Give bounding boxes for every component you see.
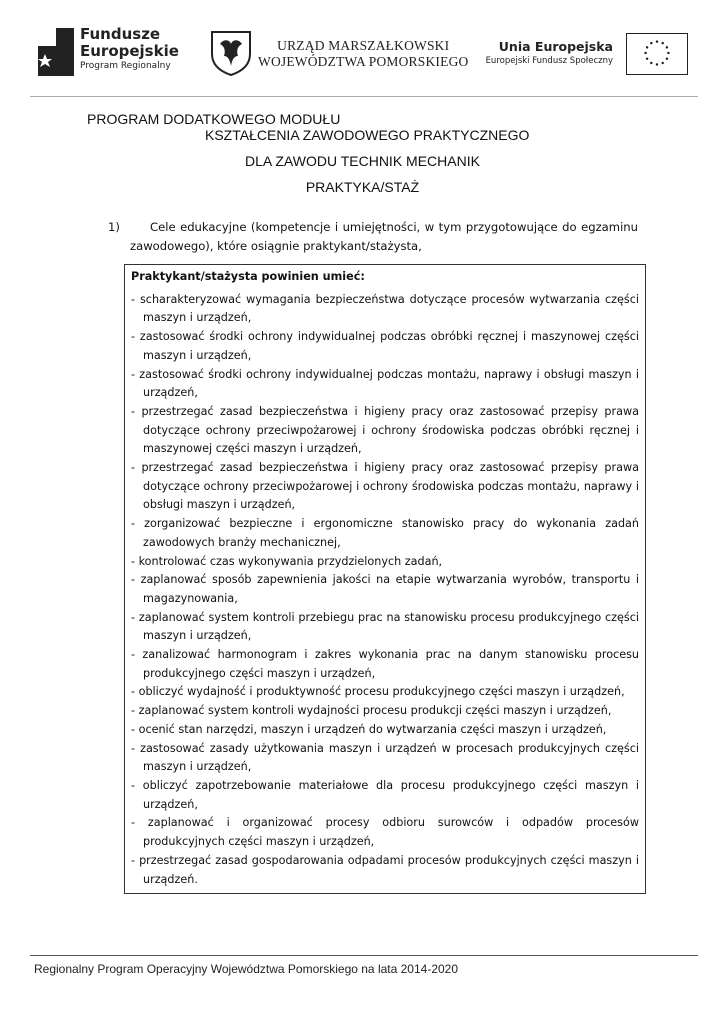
skills-box-title: Praktykant/stażysta powinien umieć: xyxy=(131,270,365,283)
title-line1: PROGRAM DODATKOWEGO MODUŁU xyxy=(87,111,341,127)
list-item: - przestrzegać zasad bezpieczeństwa i higieny pracy oraz zastosować przepisy prawa dotyczące ochrony przeciwpożarowej i ochrony środowiska podczas obróbki ręcznej i maszynowej części maszyn i urządzeń, xyxy=(131,404,639,456)
list-item: - zaplanować i organizować procesy odbioru surowców i odpadów procesów produkcyjnych części maszyn i urządzeń, xyxy=(131,816,639,849)
footer-divider xyxy=(30,955,698,956)
list-item: - przestrzegać zasad gospodarowania odpadami procesów produkcyjnych części maszyn i urządzeń. xyxy=(131,853,639,886)
list-item: - obliczyć zapotrzebowanie materiałowe dla procesu produkcyjnego części maszyn i urządzeń, xyxy=(131,778,639,811)
title-line3: DLA ZAWODU TECHNIK MECHANIK xyxy=(245,153,480,169)
section-1-text: Cele edukacyjne (kompetencje i umiejętności, w tym przygotowujące do egzaminu zawodowego), które osiągnie praktykant/stażysta, xyxy=(130,220,638,253)
skills-box xyxy=(124,264,646,894)
list-item: - zastosować środki ochrony indywidualnej podczas montażu, naprawy i obsługi maszyn i urządzeń, xyxy=(131,367,639,400)
ue-line2: Europejski Fundusz Społeczny xyxy=(485,56,613,66)
header-divider xyxy=(30,96,698,97)
title-line4: PRAKTYKA/STAŻ xyxy=(305,179,420,195)
list-item: - obliczyć wydajność i produktywność procesu produkcyjnego części maszyn i urządzeń, xyxy=(131,685,625,699)
unia-europejska-text xyxy=(478,38,613,68)
list-item: - zastosować środki ochrony indywidualnej podczas obróbki ręcznej i maszynowej części maszyn i urządzeń, xyxy=(131,330,639,362)
section-1-number: 1) xyxy=(108,220,120,234)
fe-line2: Europejskie xyxy=(80,42,179,60)
fundusze-europejskie-text xyxy=(80,26,179,73)
urzad-line1: URZĄD MARSZAŁKOWSKI xyxy=(277,38,450,53)
pomorskie-crest-icon xyxy=(210,30,252,76)
skills-list xyxy=(131,291,639,890)
fundusze-europejskie-logo-icon xyxy=(36,26,76,78)
list-item: - scharakteryzować wymagania bezpieczeństwa dotyczące procesów wytwarzania części maszyn i urządzeń, xyxy=(131,292,639,325)
list-item: - kontrolować czas wykonywania przydzielonych zadań, xyxy=(131,554,443,568)
ue-line1: Unia Europejska xyxy=(498,39,613,54)
list-item: - zastosować zasady użytkowania maszyn i urządzeń w procesach produkcyjnych części maszyn i urządzeń, xyxy=(131,741,639,774)
header xyxy=(0,0,725,96)
title-line2: KSZTAŁCENIA ZAWODOWEGO PRAKTYCZNEGO xyxy=(205,127,530,143)
list-item: - przestrzegać zasad bezpieczeństwa i higieny pracy oraz zastosować przepisy prawa dotyczące ochrony przeciwpożarowej i ochrony środowiska podczas montażu, naprawy i obsługi maszyn i urządzeń, xyxy=(131,461,639,512)
section-1 xyxy=(108,218,638,255)
urzad-line2: WOJEWÓDZTWA POMORSKIEGO xyxy=(258,54,469,69)
list-item: - zaplanować system kontroli przebiegu prac na stanowisku procesu produkcyjnego części maszyn i urządzeń, xyxy=(131,610,639,643)
list-item: - zanalizować harmonogram i zakres wykonania prac na danym stanowisku procesu produkcyjnego części maszyn i urządzeń, xyxy=(131,648,639,680)
list-item: - zorganizować bezpieczne i ergonomiczne stanowisko pracy do wykonania zadań zawodowych branży mechanicznej, xyxy=(131,517,639,549)
footer-text: Regionalny Program Operacyjny Województwa Pomorskiego na lata 2014-2020 xyxy=(34,962,459,976)
list-item: - ocenić stan narzędzi, maszyn i urządzeń do wytwarzania części maszyn i urządzeń, xyxy=(131,722,607,736)
urzad-marszalkowski-text xyxy=(258,38,468,70)
fe-line1: Fundusze xyxy=(80,25,161,43)
fe-line3: Program Regionalny xyxy=(80,61,171,71)
eu-flag-icon xyxy=(626,33,688,75)
list-item: - zaplanować system kontroli wydajności procesu produkcji części maszyn i urządzeń, xyxy=(131,704,612,718)
list-item: - zaplanować sposób zapewnienia jakości na etapie wytwarzania wyrobów, transportu i magazynowania, xyxy=(131,573,639,605)
